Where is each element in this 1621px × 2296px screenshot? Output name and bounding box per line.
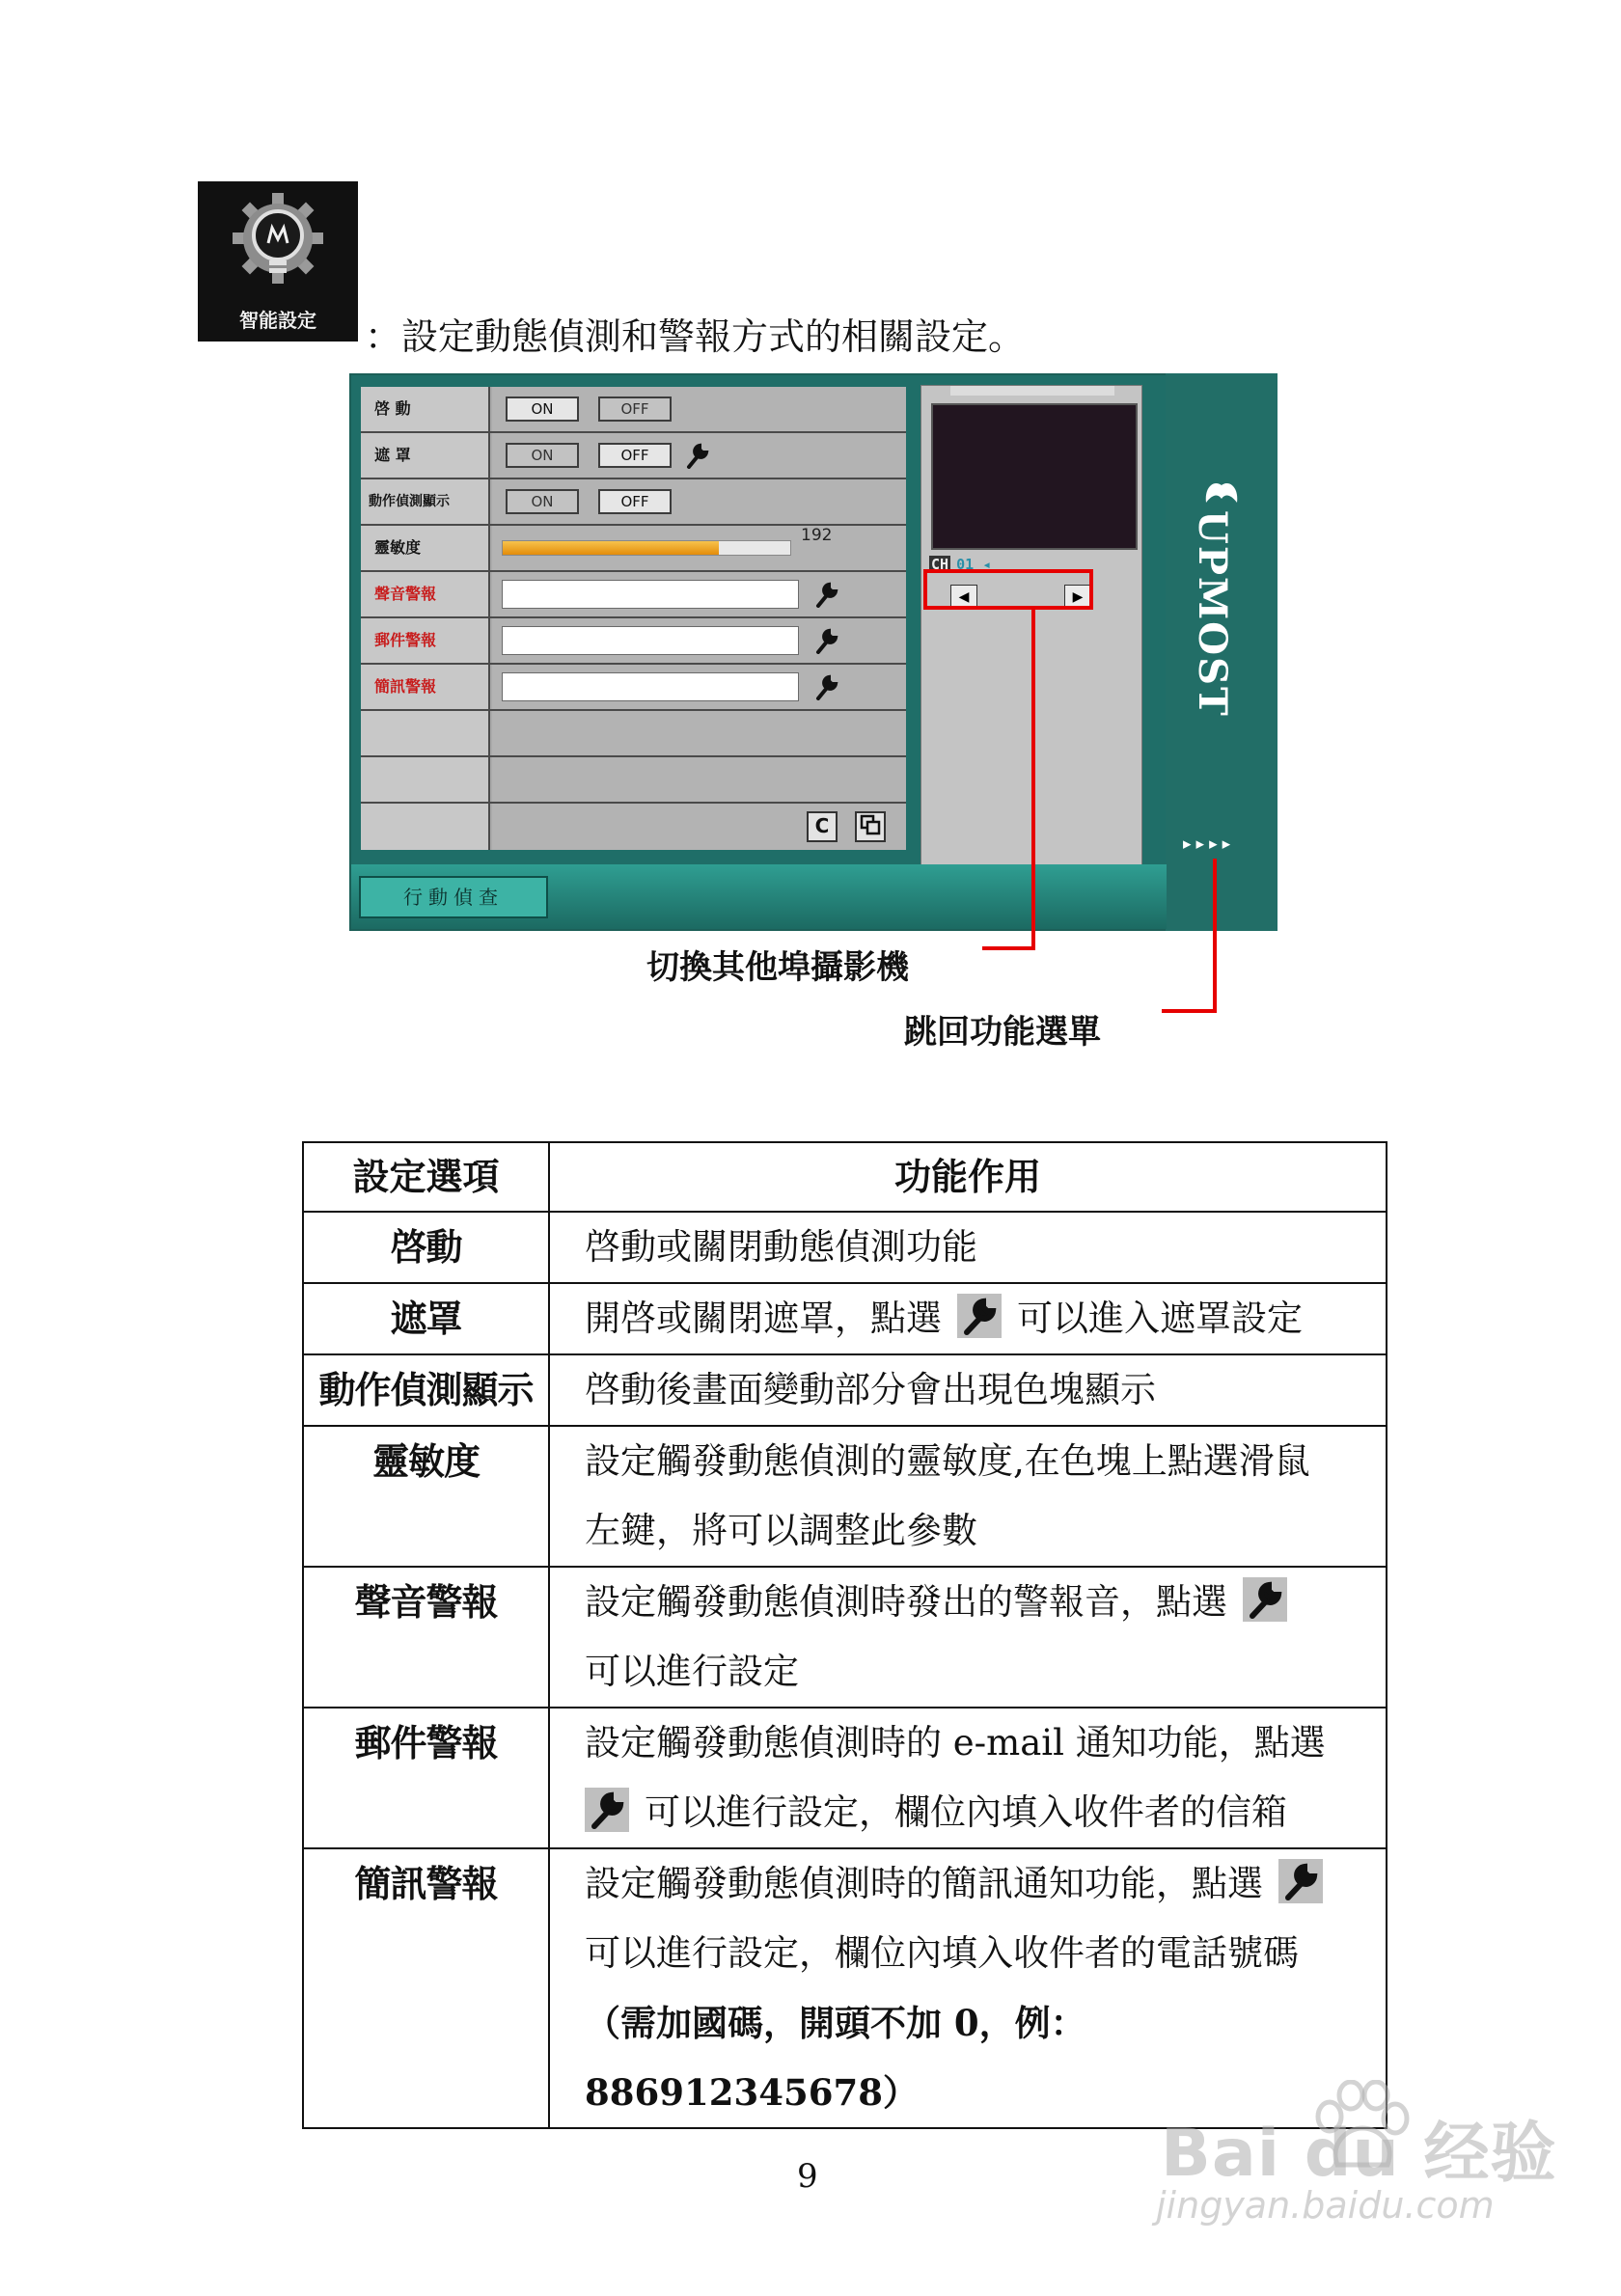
table-row [303,1426,1387,1567]
row-sms-alarm [361,665,906,711]
desc-cell [549,1283,1387,1354]
row-sound-alarm [361,572,906,618]
smart-settings-label: 智能設定 [239,309,316,332]
wrench-icon[interactable] [683,442,710,469]
settings-grid [361,387,906,850]
desc-line: 可以進行設定 [585,1651,799,1692]
row-label: 聲音警報 [361,572,490,616]
table-row [303,1708,1387,1848]
mask-on-button[interactable]: ON [506,443,579,468]
back-to-menu-button[interactable]: ▸▸▸▸ [1183,834,1236,854]
callout-line [1162,1009,1217,1013]
function-table [302,1141,1387,2129]
gear-bulb-icon [233,193,323,284]
enable-on-button[interactable]: ON [506,396,579,422]
sound-alarm-field[interactable] [502,580,799,609]
tab-motion-detection[interactable]: 行動偵查 [359,876,548,918]
option-cell: 動作偵測顯示 [303,1354,549,1426]
watermark-url: jingyan.baidu.com [1156,2184,1495,2227]
wrench-icon[interactable] [812,673,839,700]
desc-line: 可以進行設定，欄位內填入收件者的電話號碼 [585,1932,1299,1974]
row-actions [361,804,906,850]
callout-back-to-menu: 跳回功能選單 [904,1013,1101,1052]
callout-line [1213,859,1217,1013]
mail-alarm-field[interactable] [502,626,799,655]
camera-preview [931,403,1138,550]
wrench-icon[interactable] [812,627,839,654]
watermark-title: Bai du 经验 [1161,2116,1557,2192]
intro-text: ：設定動態偵測和警報方式的相關設定。 [365,315,1026,358]
callout-line [1031,608,1035,950]
desc-cell: 啓動或關閉動態偵測功能 [549,1212,1387,1283]
row-label: 遮 罩 [361,433,490,478]
table-row [303,1567,1387,1708]
desc-line: 設定觸發動態偵測時的簡訊通知功能，點選 [585,1863,1263,1904]
table-row [303,1354,1387,1426]
row-label: 靈敏度 [361,526,490,570]
mask-off-button[interactable]: OFF [598,443,672,468]
desc-line: 可以進行設定，欄位內填入收件者的信箱 [645,1791,1287,1833]
motion-detection-screenshot [349,373,1278,931]
table-header [303,1142,1387,1212]
copy-icon [859,813,882,836]
row-mask [361,433,906,479]
desc-cell [549,1567,1387,1708]
display-on-button[interactable]: ON [506,489,579,514]
desc-line: 設定觸發動態偵測時的 e-mail 通知功能，點選 [585,1722,1326,1763]
row-mail-alarm [361,618,906,665]
smart-settings-icon [198,181,358,342]
prev-channel-button[interactable]: ◀ [950,585,977,610]
channel-switch-highlight [923,569,1093,610]
copy-button[interactable] [855,811,886,842]
wrench-icon [1278,1859,1323,1903]
desc-note: （需加國碼，開頭不加 0，例：886912345678） [585,2002,1086,2114]
wrench-icon[interactable] [812,581,839,608]
row-empty [361,711,906,757]
callout-switch-camera: 切換其他埠攝影機 [646,948,909,987]
logo-mark-icon [1202,478,1241,506]
desc-line: 設定觸發動態偵測時發出的警報音，點選 [585,1581,1227,1623]
wrench-icon [1243,1577,1287,1622]
callout-line [982,946,1035,950]
brand-strip [1166,373,1278,931]
option-cell: 遮罩 [303,1283,549,1354]
wrench-icon [957,1294,1002,1338]
row-label: 簡訊警報 [361,665,490,709]
enable-off-button[interactable]: OFF [598,396,672,422]
row-label: 郵件警報 [361,618,490,663]
desc-line: 設定觸發動態偵測的靈敏度,在色塊上點選滑鼠 [585,1440,1310,1482]
refresh-button[interactable]: C [807,811,838,842]
row-empty [361,757,906,804]
desc-cell [549,1426,1387,1567]
option-cell: 簡訊警報 [303,1848,549,2128]
row-motion-display [361,479,906,526]
table-row [303,1212,1387,1283]
row-enable [361,387,906,433]
option-cell: 靈敏度 [303,1426,549,1567]
header-option: 設定選項 [303,1142,549,1212]
channel-indicator: CH 01 ◂ [931,556,992,573]
display-off-button[interactable]: OFF [598,489,672,514]
sms-alarm-field[interactable] [502,672,799,701]
row-label: 啓 動 [361,387,490,431]
row-label: 動作偵測顯示 [361,479,490,524]
channel-prefix: CH [931,556,949,573]
desc-cell: 啓動後畫面變動部分會出現色塊顯示 [549,1354,1387,1426]
option-cell: 郵件警報 [303,1708,549,1848]
page-number: 9 [797,2157,818,2196]
option-cell: 啓動 [303,1212,549,1283]
desc-text: 可以進入遮罩設定 [1017,1298,1303,1339]
desc-cell [549,1708,1387,1848]
next-channel-button[interactable]: ▶ [1064,585,1091,610]
table-row [303,1283,1387,1354]
sensitivity-fill [503,541,719,555]
table-row [303,1848,1387,2128]
brand-logo: UPMOST [1190,510,1235,718]
header-function: 功能作用 [549,1142,1387,1212]
channel-number: 01 [956,556,975,573]
sensitivity-value: 192 [801,526,833,545]
sensitivity-slider[interactable] [502,540,791,556]
wrench-icon [585,1788,629,1832]
desc-text: 開啓或關閉遮罩，點選 [585,1298,942,1339]
option-cell: 聲音警報 [303,1567,549,1708]
row-sensitivity [361,526,906,572]
bottom-bar [351,864,1167,929]
desc-cell [549,1848,1387,2128]
desc-line: 左鍵，將可以調整此參數 [585,1510,977,1551]
